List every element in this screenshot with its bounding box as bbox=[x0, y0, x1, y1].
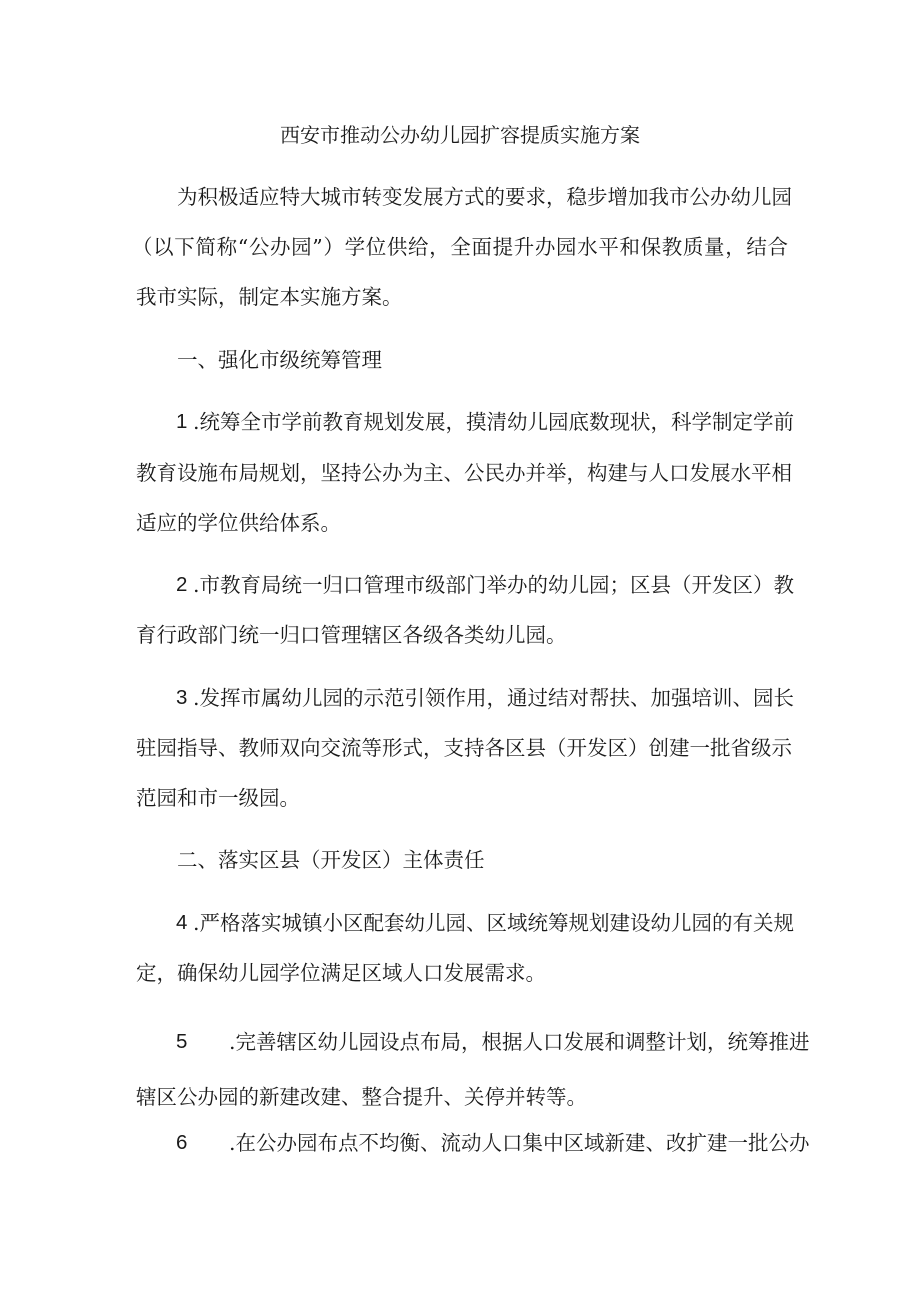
item-2-number: 2 bbox=[176, 573, 188, 596]
item-1-line-1: .统筹全市学前教育规划发展，摸清幼儿园底数现状，科学制定学前 bbox=[193, 410, 795, 434]
item-5-number: 5 bbox=[176, 1030, 188, 1053]
item-2-line-1: .市教育局统一归口管理市级部门举办的幼儿园；区县（开发区）教 bbox=[193, 573, 795, 597]
item-2-line-2: 育行政部门统一归口管理辖区各级各类幼儿园。 bbox=[136, 623, 567, 647]
intro-line-1: 为积极适应特大城市转变发展方式的要求，稳步增加我市公办幼儿园 bbox=[177, 185, 792, 209]
intro-line-3: 我市实际，制定本实施方案。 bbox=[136, 285, 403, 309]
item-3-line-1: .发挥市属幼儿园的示范引领作用，通过结对帮扶、加强培训、园长 bbox=[193, 686, 795, 710]
item-1-line-2: 教育设施布局规划，坚持公办为主、公民办并举，构建与人口发展水平相 bbox=[136, 461, 792, 485]
item-3-line-3: 范园和市一级园。 bbox=[136, 786, 300, 810]
section-heading-2: 二、落实区县（开发区）主体责任 bbox=[177, 848, 485, 872]
intro-line-2: （以下简称“公办园”）学位供给，全面提升办园水平和保教质量，结合 bbox=[132, 235, 788, 259]
section-heading-1: 一、强化市级统筹管理 bbox=[177, 348, 382, 372]
item-4-line-1: .严格落实城镇小区配套幼儿园、区域统筹规划建设幼儿园的有关规 bbox=[193, 911, 795, 935]
item-5-line-2: 辖区公办园的新建改建、整合提升、关停并转等。 bbox=[136, 1085, 587, 1109]
item-1-number: 1 bbox=[176, 410, 188, 433]
item-3-number: 3 bbox=[176, 686, 188, 709]
item-4-number: 4 bbox=[176, 911, 188, 934]
item-3-line-2: 驻园指导、教师双向交流等形式，支持各区县（开发区）创建一批省级示 bbox=[136, 736, 792, 760]
item-4-line-2: 定，确保幼儿园学位满足区域人口发展需求。 bbox=[136, 961, 546, 985]
item-6-number: 6 bbox=[176, 1131, 188, 1154]
document-title: 西安市推动公办幼儿园扩容提质实施方案 bbox=[280, 123, 640, 147]
item-5-line-1: .完善辖区幼儿园设点布局，根据人口发展和调整计划，统筹推进 bbox=[229, 1030, 810, 1054]
item-6-line-1: .在公办园布点不均衡、流动人口集中区域新建、改扩建一批公办 bbox=[229, 1131, 810, 1155]
item-1-line-3: 适应的学位供给体系。 bbox=[136, 511, 341, 535]
